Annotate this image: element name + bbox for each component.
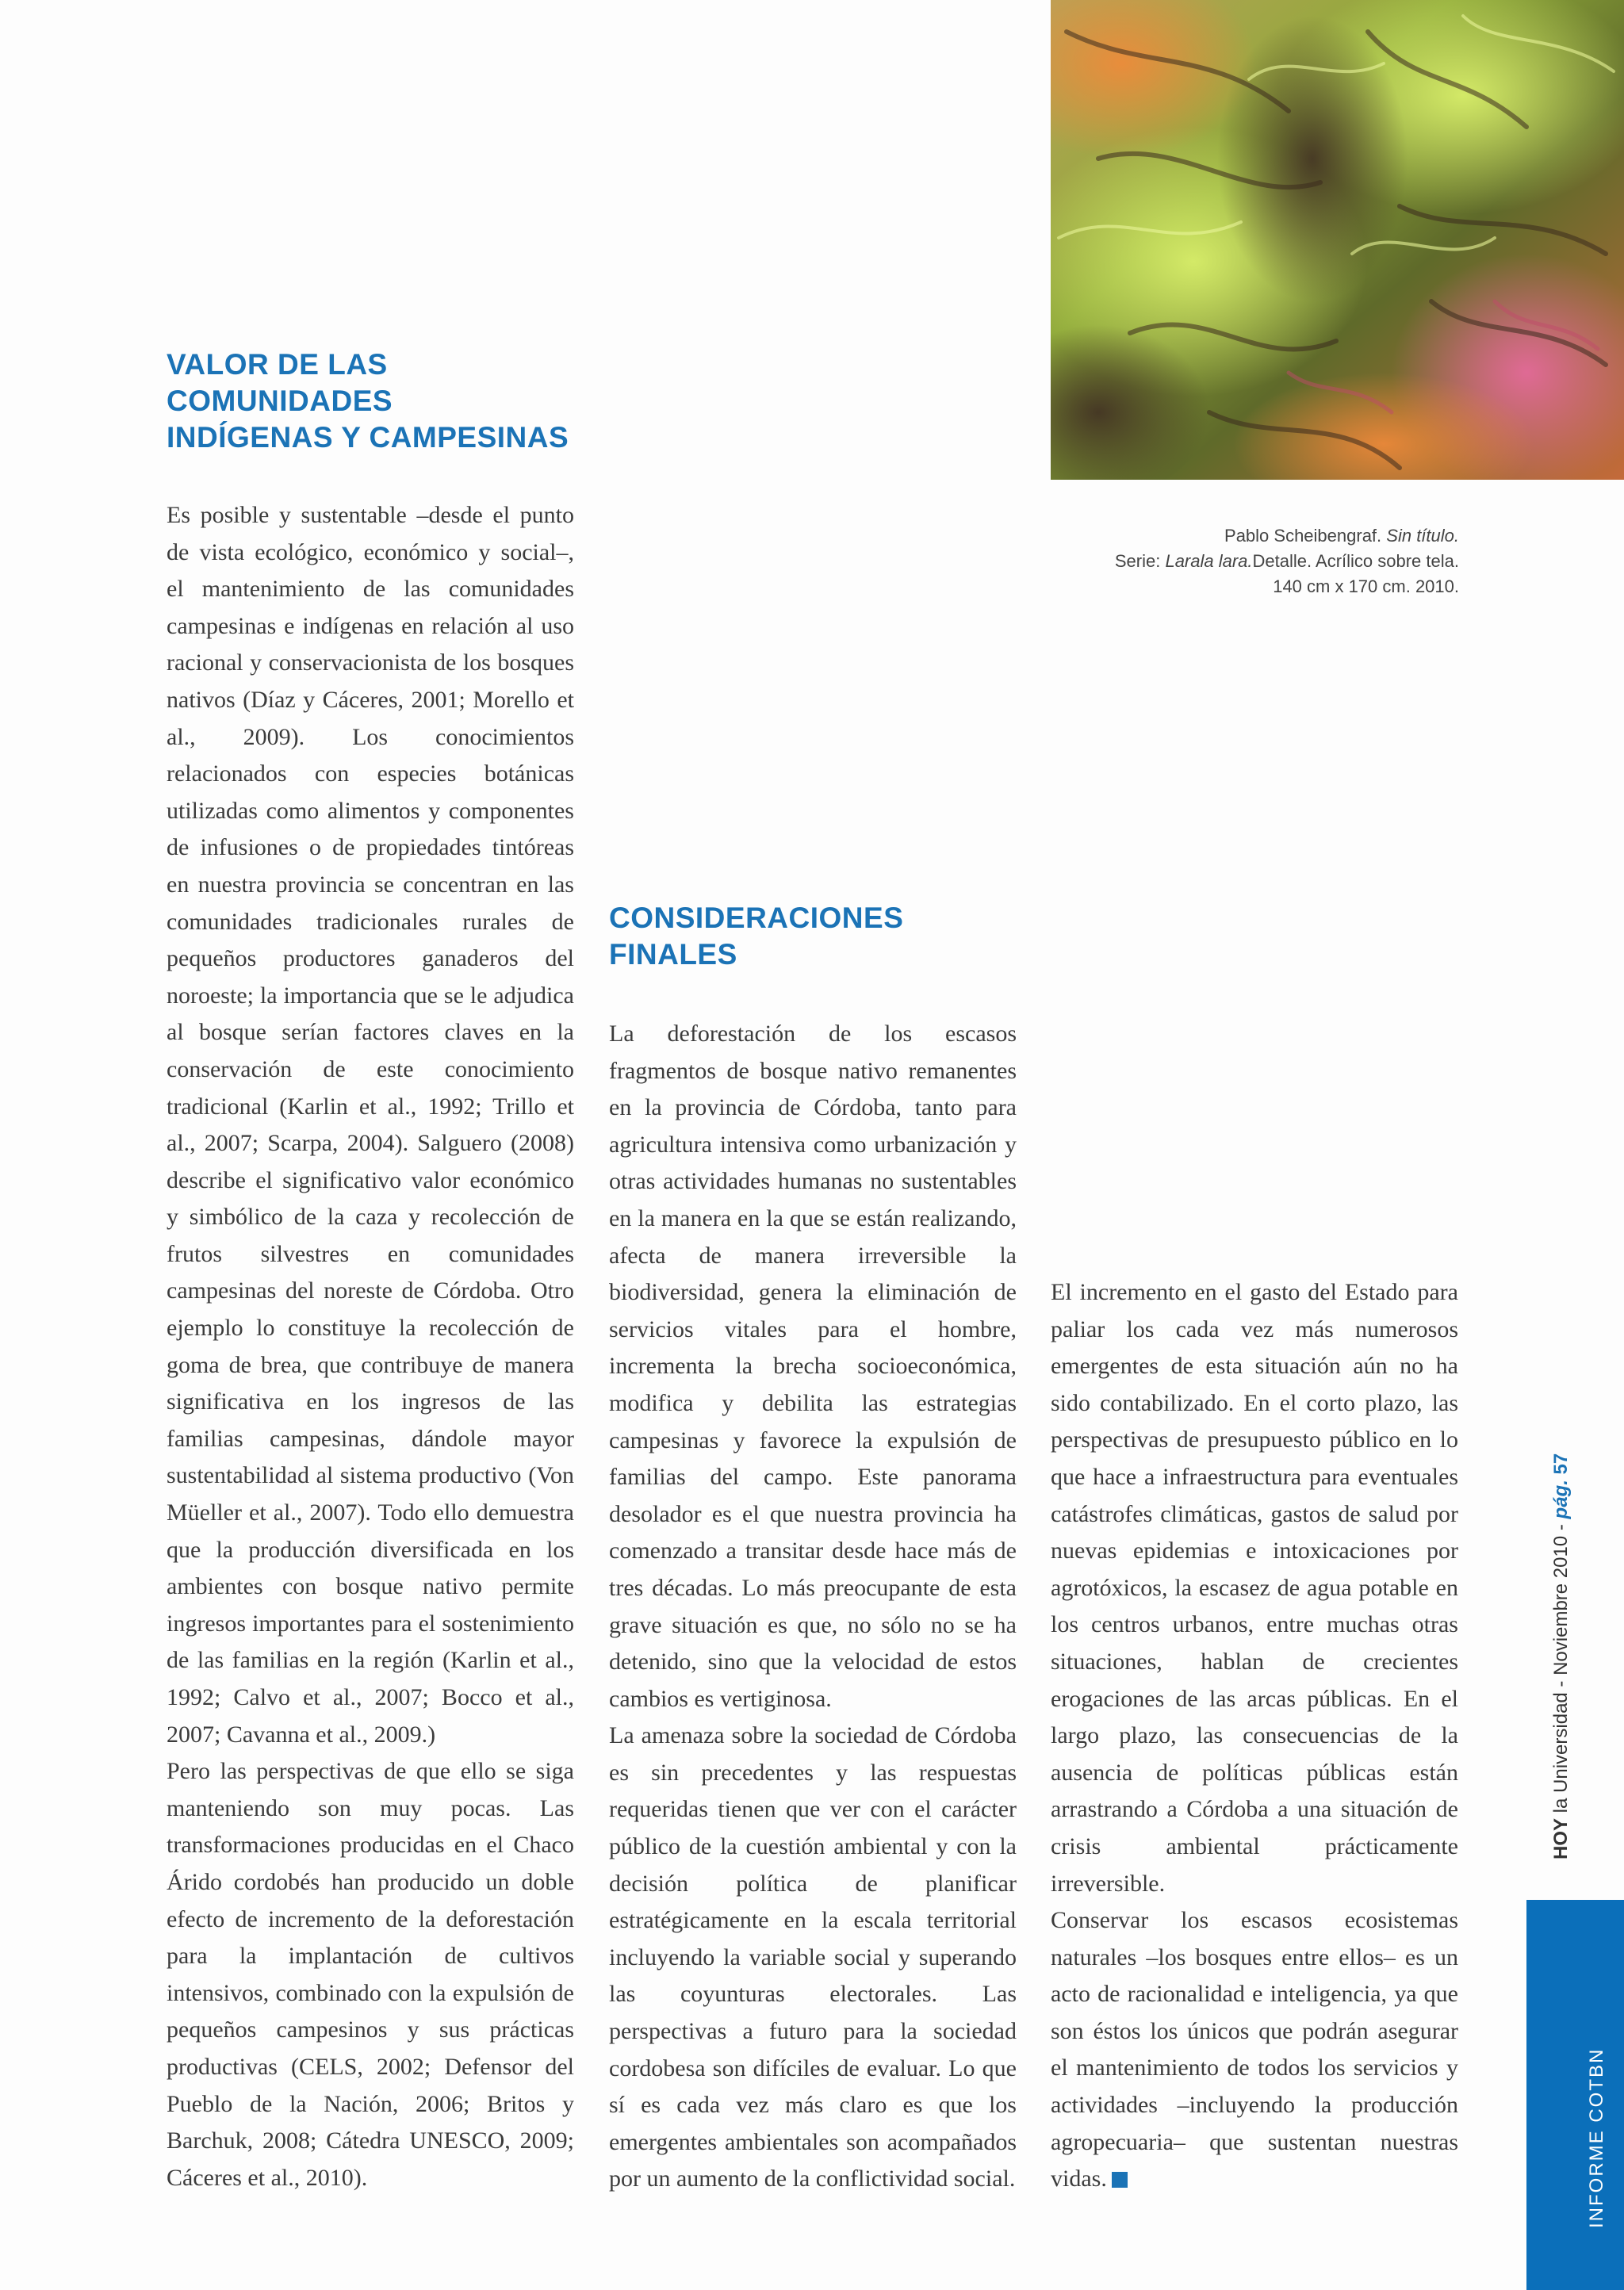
caption-series-name: Larala lara.: [1165, 551, 1253, 571]
folio-publication: HOY: [1550, 1817, 1572, 1859]
painting-image: [1051, 0, 1624, 480]
body-paragraph-final: [1051, 1902, 1458, 2198]
body-paragraph: El incremento en el gasto del Estado para paliar los cada vez más numerosos emergentes de esta situación aún no ha sido contabilizado. En el corto plazo, las perspectivas de presupuesto público en lo que hace a infraestructura para eventuales catástrofes climáticas, gastos de salud por nuevas epidemias e intoxicaciones por agrotóxicos, la escasez de agua potable en los centros urbanos, entre muchas otras situaciones, hablan de crecientes erogaciones de las arcas públicas. En el largo plazo, las consecuencias de la ausencia de políticas públicas están arrastrando a Córdoba a una situación de crisis ambiental prácticamente irreversible.: [1051, 1279, 1458, 1897]
heading-line: INDÍGENAS Y CAMPESINAS: [167, 421, 569, 454]
section-tab: [1526, 1900, 1624, 2290]
caption-details: Detalle. Acrílico sobre tela.: [1252, 551, 1459, 571]
caption-line-3: [952, 574, 1459, 599]
body-paragraph: La amenaza sobre la sociedad de Córdoba es sin precedentes y las respuestas requeridas tienen que ver con el carácter público de la cuestión ambiental y con la decisión política de planificar estratégicamente en la escala territorial incluyendo la variable social y superando las coyunturas electorales. Las perspectivas a futuro para la sociedad cordobesa son difíciles de evaluar. Lo que sí es cada vez más claro es que los emergentes ambientales son acompañados por un aumento de la conflictividad social.: [609, 1722, 1017, 2192]
caption-series-prefix: Serie:: [1114, 551, 1161, 571]
abstract-painting-graphic: [1051, 0, 1624, 480]
heading-line: CONSIDERACIONES: [609, 902, 904, 934]
folio-page-label: pág.: [1550, 1480, 1572, 1519]
folio-page-number: 57: [1550, 1453, 1572, 1475]
right-text-column: [1051, 1274, 1458, 2198]
caption-line-2: [952, 549, 1459, 574]
left-text-column: [167, 497, 574, 2196]
caption-artist: Pablo Scheibengraf.: [1224, 526, 1382, 546]
image-caption: [952, 523, 1459, 599]
body-paragraph: La deforestación de los escasos fragmentos de bosque nativo remanentes en la provincia de Córdoba, tanto para agricultura intensiva como urbanización y otras actividades humanas no sustentables en la manera en la que se están realizando, afecta de manera irreversible la biodiversidad, genera la eliminación de servicios vitales para el hombre, incrementa la brecha socioeconómica, modifica y debilita las estrategias campesinas y favorece la expulsión de familias del campo. Este panorama desolador es el que nuestra provincia ha comenzado a transitar desde hace más de tres décadas. Lo más preocupante de esta grave situación es que, no sólo no se ha detenido, sino que la velocidad de estos cambios es vertiginosa.: [609, 1021, 1017, 1712]
page-folio: [1550, 1453, 1572, 1859]
section-tab-label: INFORME COTBN: [1586, 2047, 1607, 2228]
caption-title: Sin título.: [1386, 526, 1459, 546]
caption-dimensions: 140 cm x 170 cm. 2010.: [1273, 576, 1459, 596]
heading-line: FINALES: [609, 938, 737, 971]
folio-subtitle: la Universidad - Noviembre 2010 -: [1550, 1524, 1572, 1813]
heading-line: VALOR DE LAS: [167, 348, 388, 381]
body-paragraph: Pero las perspectivas de que ello se siga manteniendo son muy pocas. Las transformaciones producidas en el Chaco Árido cordobés han producido un doble efecto de incremento de la deforestación para la implantación de cultivos intensivos, combinado con la expulsión de pequeños campesinos y sus prácticas productivas (CELS, 2002; Defensor del Pueblo de la Nación, 2006; Britos y Barchuk, 2008; Cátedra UNESCO, 2009; Cáceres et al., 2010).: [167, 1758, 574, 2191]
section-heading-consideraciones-finales: [609, 900, 1021, 973]
section-heading-valor-comunidades: [167, 347, 579, 456]
body-paragraph-text: Conservar los escasos ecosistemas naturales –los bosques entre ellos– es un acto de racionalidad e inteligencia, ya que son éstos los únicos que podrán asegurar el mantenimiento de todos los servicios y actividades –incluyendo la producción agropecuaria– que sustentan nuestras vidas.: [1051, 1907, 1458, 2192]
middle-text-column: [609, 1016, 1017, 2198]
heading-line: COMUNIDADES: [167, 385, 393, 417]
end-of-article-square-icon: [1112, 2172, 1128, 2188]
caption-line-1: [952, 523, 1459, 549]
body-paragraph: Es posible y sustentable –desde el punto de vista ecológico, económico y social–, el mantenimiento de las comunidades campesinas e indígenas en relación al uso racional y conservacionista de los bosques nativos (Díaz y Cáceres, 2001; Morello et al., 2009). Los conocimientos relacionados con especies botánicas utilizadas como alimentos y componentes de infusiones o de propiedades tintóreas en nuestra provincia se concentran en las comunidades tradicionales rurales de pequeños productores ganaderos del noroeste; la importancia que se le adjudica al bosque serían factores claves en la conservación de este conocimiento tradicional (Karlin et al., 1992; Trillo et al., 2007; Scarpa, 2004). Salguero (2008) describe el significativo valor económico y simbólico de la caza y recolección de frutos silvestres en comunidades campesinas del noreste de Córdoba. Otro ejemplo lo constituye la recolección de goma de brea, que contribuye de manera significativa en los ingresos de las familias campesinas, dándole mayor sustentabilidad al sistema productivo (Von Müeller et al., 2007). Todo ello demuestra que la producción diversificada en los ambientes con bosque nativo permite ingresos importantes para el sostenimiento de las familias en la región (Karlin et al., 1992; Calvo et al., 2007; Bocco et al., 2007; Cavanna et al., 2009.): [167, 502, 574, 1748]
